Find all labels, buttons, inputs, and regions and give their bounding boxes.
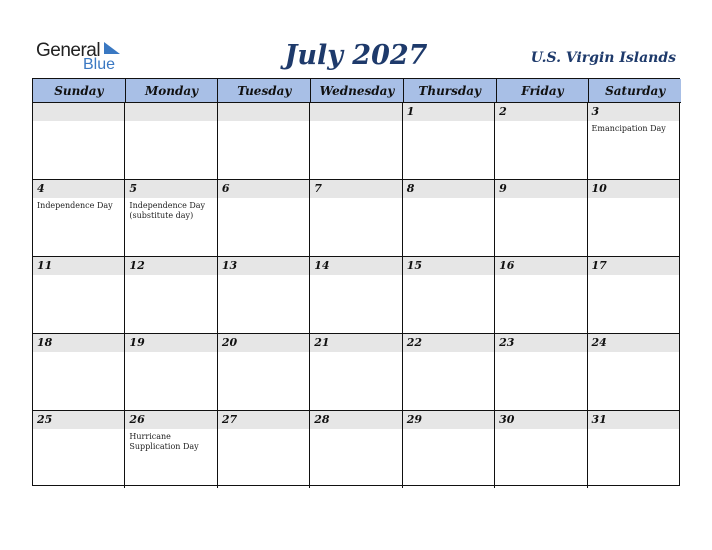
day-header-band xyxy=(403,180,494,198)
day-header-band xyxy=(125,180,216,198)
day-number: 30 xyxy=(499,413,515,426)
day-cell xyxy=(588,180,679,256)
day-header-band xyxy=(218,103,309,121)
day-cell xyxy=(403,257,495,333)
day-cell xyxy=(125,334,217,410)
day-number: 29 xyxy=(406,413,422,426)
day-cell xyxy=(218,411,310,488)
day-number: 5 xyxy=(129,182,138,195)
day-header-band xyxy=(310,180,401,198)
day-number: 4 xyxy=(37,182,45,195)
day-number: 15 xyxy=(406,259,422,272)
day-number: 10 xyxy=(591,182,607,195)
week-row xyxy=(33,180,679,257)
day-cell xyxy=(33,103,125,179)
day-cell xyxy=(310,180,402,256)
day-cell xyxy=(125,180,217,256)
day-number: 27 xyxy=(221,413,238,426)
day-number: 12 xyxy=(129,259,145,272)
region-name: U.S. Virgin Islands xyxy=(530,50,676,66)
day-cell xyxy=(403,180,495,256)
weekday-sunday: Sunday xyxy=(33,79,126,103)
day-cell xyxy=(403,411,495,488)
weekday-friday: Friday xyxy=(497,79,590,103)
week-rows xyxy=(33,103,679,488)
day-number: 24 xyxy=(591,336,607,349)
calendar-title: July 2027 xyxy=(284,40,428,71)
day-cell xyxy=(495,334,587,410)
day-cell xyxy=(495,257,587,333)
day-header-band xyxy=(33,103,124,121)
day-header-band xyxy=(125,103,216,121)
day-cell xyxy=(218,334,310,410)
day-cell xyxy=(33,257,125,333)
day-number: 17 xyxy=(591,259,607,272)
day-header-band xyxy=(588,103,679,121)
day-cell xyxy=(495,180,587,256)
day-number: 19 xyxy=(129,336,145,349)
day-number: 22 xyxy=(406,336,422,349)
week-row xyxy=(33,103,679,180)
day-cell xyxy=(588,411,679,488)
day-cell xyxy=(33,180,125,256)
calendar-grid xyxy=(32,78,680,486)
day-cell xyxy=(218,103,310,179)
day-cell xyxy=(588,103,679,179)
day-header-band xyxy=(310,103,401,121)
day-number: 13 xyxy=(221,259,238,272)
day-header-band xyxy=(495,180,586,198)
weekday-wednesday: Wednesday xyxy=(311,79,404,103)
holiday-label: Independence Day xyxy=(37,201,113,210)
holiday-label: Emancipation Day xyxy=(591,124,666,133)
day-number: 11 xyxy=(37,259,53,272)
week-row xyxy=(33,257,679,334)
day-cell xyxy=(588,257,679,333)
day-cell xyxy=(33,411,125,488)
day-number: 8 xyxy=(406,182,415,195)
day-cell xyxy=(310,103,402,179)
weekday-monday: Monday xyxy=(126,79,219,103)
day-number: 20 xyxy=(221,336,238,349)
holiday-label: Independence Day (substitute day) xyxy=(129,201,206,220)
day-cell xyxy=(588,334,679,410)
day-number: 3 xyxy=(591,105,600,118)
day-number: 21 xyxy=(314,336,330,349)
logo-text-general: General xyxy=(36,40,101,61)
day-header-band xyxy=(218,180,309,198)
day-cell xyxy=(495,411,587,488)
day-cell xyxy=(218,257,310,333)
day-cell xyxy=(310,334,402,410)
day-number: 25 xyxy=(37,413,53,426)
day-number: 9 xyxy=(499,182,507,195)
day-number: 28 xyxy=(314,413,330,426)
day-number: 7 xyxy=(314,182,322,195)
weekday-header-row xyxy=(33,79,681,103)
week-row xyxy=(33,411,679,488)
day-number: 31 xyxy=(591,413,607,426)
day-header-band xyxy=(495,103,586,121)
week-row xyxy=(33,334,679,411)
day-cell xyxy=(125,257,217,333)
day-number: 16 xyxy=(499,259,515,272)
day-cell xyxy=(218,180,310,256)
day-number: 2 xyxy=(499,105,507,118)
weekday-saturday: Saturday xyxy=(589,79,681,103)
day-cell xyxy=(495,103,587,179)
day-cell xyxy=(125,411,217,488)
day-header-band xyxy=(33,180,124,198)
weekday-thursday: Thursday xyxy=(404,79,497,103)
day-cell xyxy=(310,257,402,333)
day-cell xyxy=(403,103,495,179)
day-number: 6 xyxy=(221,182,230,195)
day-cell xyxy=(310,411,402,488)
holiday-label: Hurricane Supplication Day xyxy=(129,432,199,451)
day-cell xyxy=(125,103,217,179)
day-number: 14 xyxy=(314,259,330,272)
day-number: 23 xyxy=(499,336,515,349)
day-number: 26 xyxy=(129,413,145,426)
day-cell xyxy=(403,334,495,410)
day-cell xyxy=(33,334,125,410)
day-header-band xyxy=(403,103,494,121)
day-number: 18 xyxy=(37,336,53,349)
logo-text-blue: Blue xyxy=(83,56,116,73)
day-number: 1 xyxy=(406,105,415,118)
weekday-tuesday: Tuesday xyxy=(218,79,311,103)
